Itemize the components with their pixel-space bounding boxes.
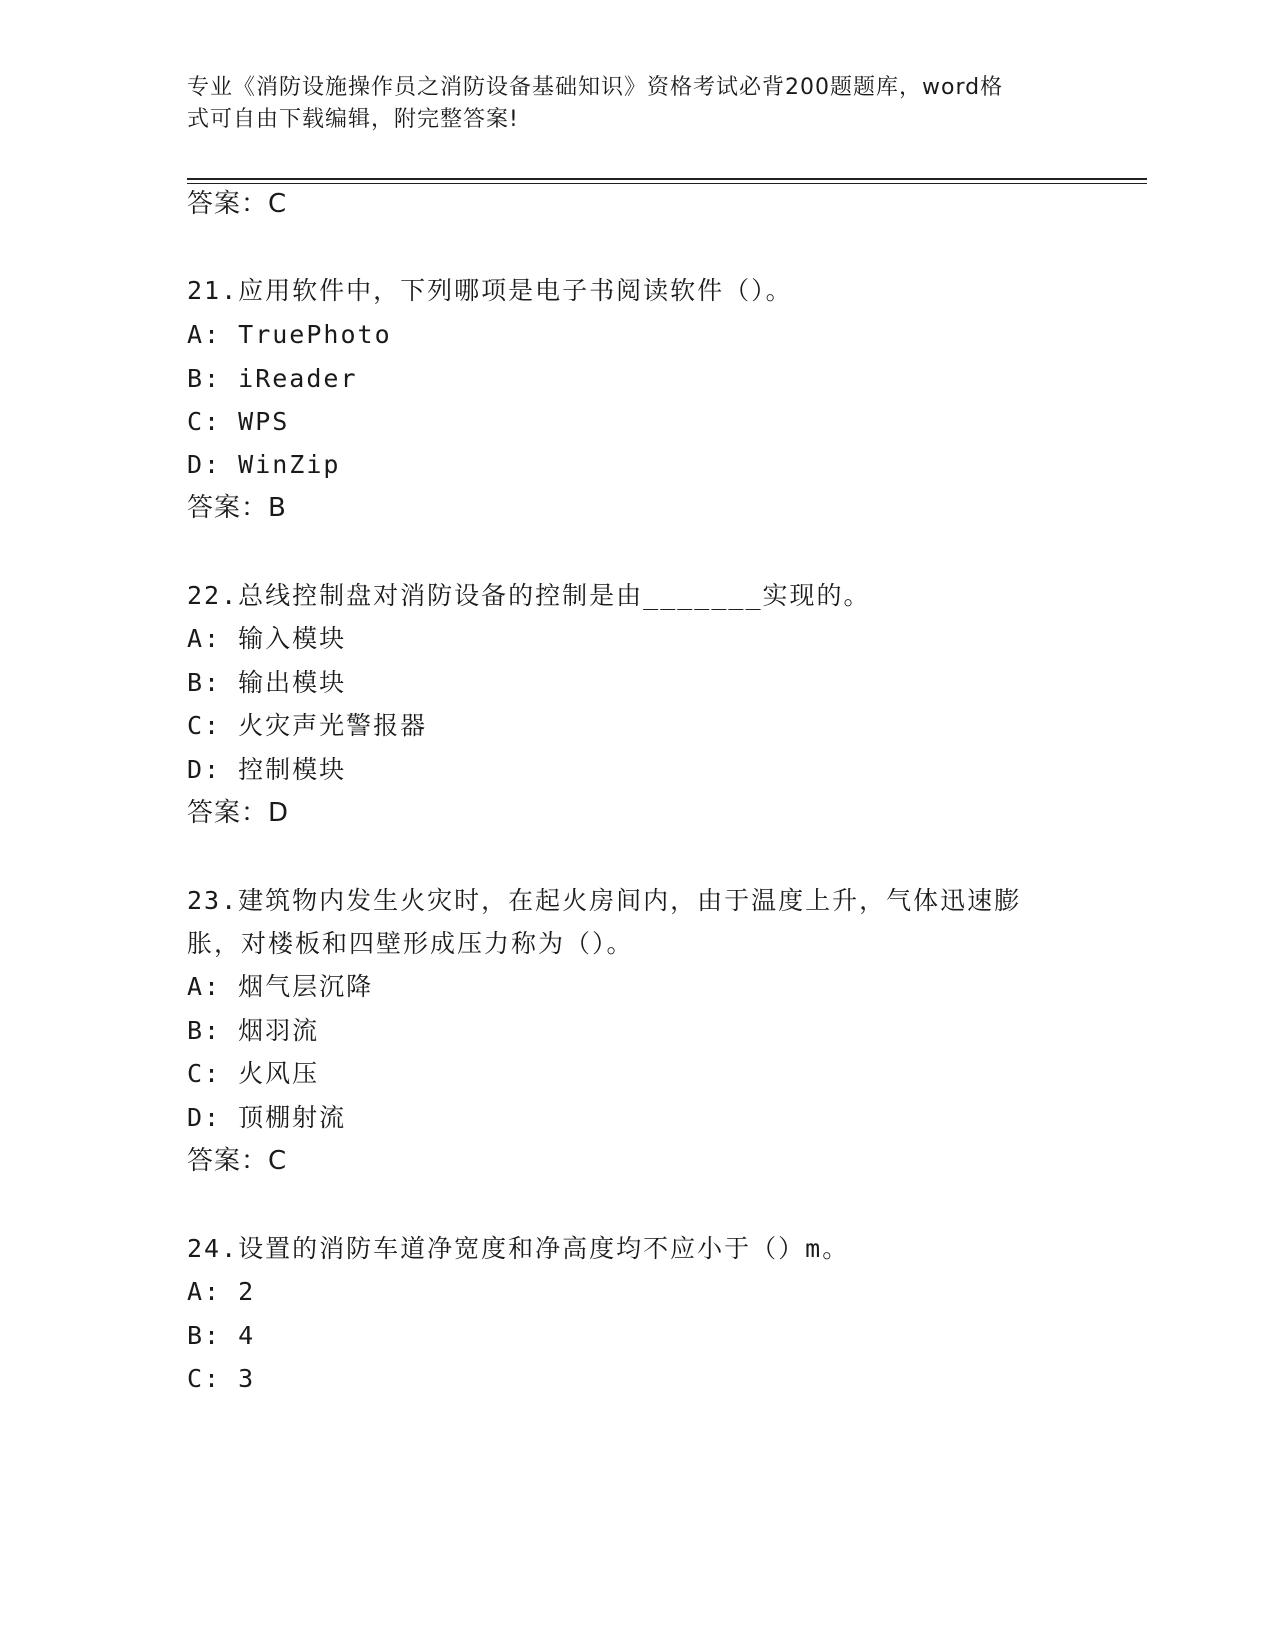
header-title-line-2: 式可自由下载编辑，附完整答案! (187, 107, 519, 132)
question-21-option-d: D: WinZip (187, 450, 341, 479)
previous-answer: 答案：C (187, 189, 288, 219)
question-24-option-a: A: 2 (187, 1277, 256, 1306)
question-24-option-b: B: 4 (187, 1321, 256, 1350)
question-21-option-c: C: WPS (187, 407, 290, 436)
question-22-answer: 答案：D (187, 798, 290, 828)
question-21-option-a: A: TruePhoto (187, 320, 392, 349)
question-24-option-c: C: 3 (187, 1364, 256, 1393)
header-divider-thick (187, 178, 1147, 180)
question-24-stem: 24.设置的消防车道净宽度和净高度均不应小于（）m。 (187, 1234, 850, 1263)
question-23-option-b: B: 烟羽流 (187, 1016, 320, 1045)
question-21-option-b: B: iReader (187, 364, 358, 393)
header-divider-thin (187, 183, 1147, 184)
question-23-stem-line-2: 胀，对楼板和四壁形成压力称为（）。 (187, 929, 634, 958)
question-23-option-a: A: 烟气层沉降 (187, 972, 374, 1001)
document-header (187, 72, 1067, 136)
question-22-stem: 22.总线控制盘对消防设备的控制是由_______实现的。 (187, 581, 871, 610)
question-23-option-d: D: 顶棚射流 (187, 1103, 347, 1132)
question-22-option-b: B: 输出模块 (187, 668, 347, 697)
question-22-option-d: D: 控制模块 (187, 755, 347, 784)
question-21-stem: 21.应用软件中，下列哪项是电子书阅读软件（）。 (187, 276, 793, 305)
question-23-stem-line-1: 23.建筑物内发生火灾时，在起火房间内，由于温度上升，气体迅速膨 (187, 886, 1022, 915)
question-23-answer: 答案：C (187, 1146, 288, 1176)
question-22-option-c: C: 火灾声光警报器 (187, 711, 428, 740)
question-21-answer: 答案：B (187, 493, 287, 523)
question-23-option-c: C: 火风压 (187, 1059, 320, 1088)
question-22-option-a: A: 输入模块 (187, 624, 347, 653)
header-title-line-1: 专业《消防设施操作员之消防设备基础知识》资格考试必背200题题库，word格 (187, 75, 1004, 100)
